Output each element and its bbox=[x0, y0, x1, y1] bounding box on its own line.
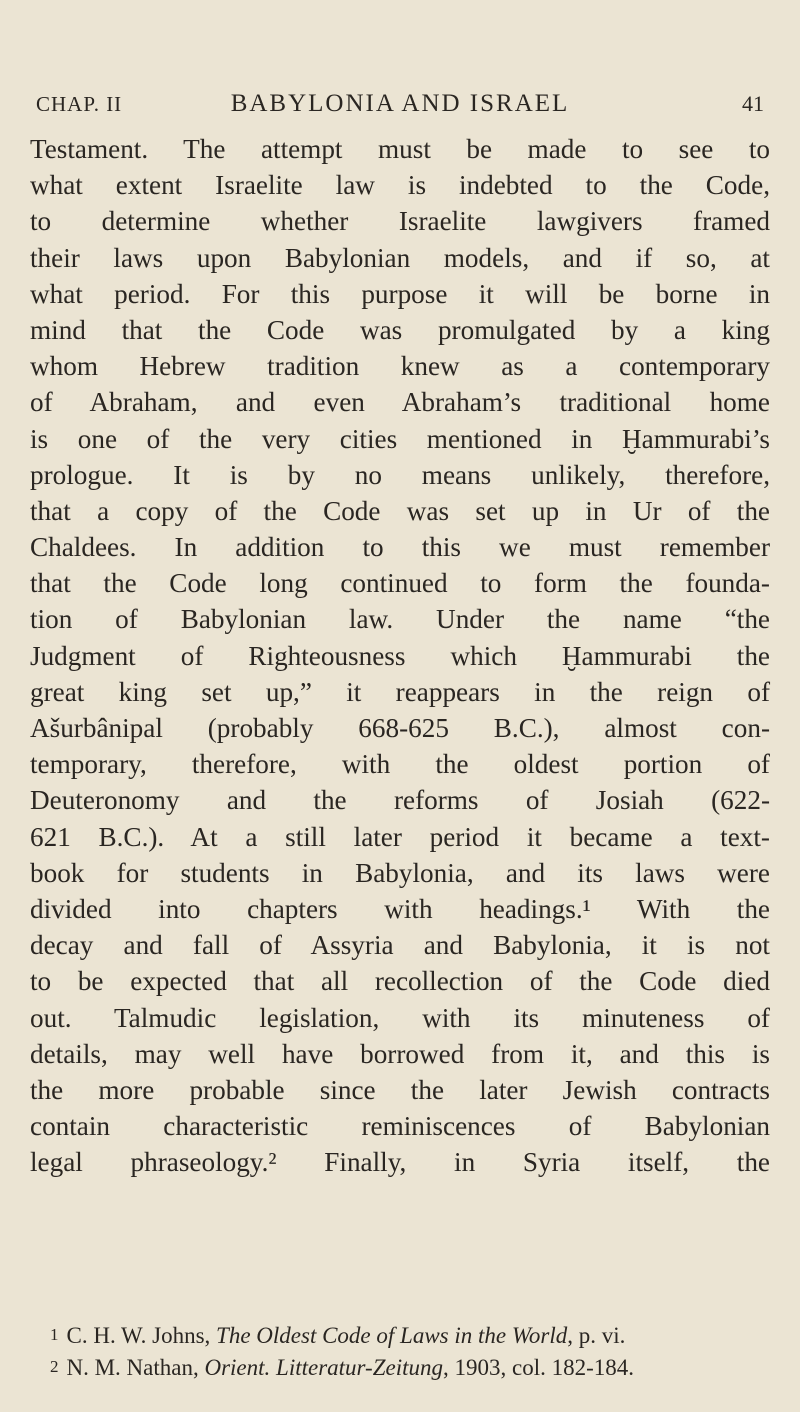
footnote-title: The Oldest Code of Laws in the World bbox=[216, 1323, 568, 1348]
text-line: Judgment of Righteousness which Ḫammurabi the bbox=[30, 640, 770, 671]
text-line: Deuteronomy and the reforms of Josiah (622- bbox=[30, 785, 770, 816]
text-line: prologue. It is by no means unlikely, therefore, bbox=[30, 459, 770, 490]
footnote-text: C. H. W. Johns, bbox=[66, 1323, 217, 1348]
text-line: great king set up,” it reappears in the reign of bbox=[30, 676, 770, 707]
text-line: 621 B.C.). At a still later period it became a text- bbox=[30, 821, 770, 852]
footnote bbox=[30, 1351, 770, 1383]
text-line: contain characteristic reminiscences of Babylonian bbox=[30, 1111, 770, 1142]
footnote-text: , 1903, col. 182-184. bbox=[442, 1355, 634, 1380]
footnote-number: 2 bbox=[50, 1357, 59, 1376]
text-line: the more probable since the later Jewish contracts bbox=[30, 1074, 770, 1105]
footnote-text: N. M. Nathan, bbox=[66, 1355, 205, 1380]
text-line: book for students in Babylonia, and its laws were bbox=[30, 857, 770, 888]
footnote-title: Orient. Litteratur-Zeitung bbox=[204, 1355, 443, 1380]
text-line: out. Talmudic legislation, with its minuteness of bbox=[30, 1002, 770, 1033]
text-line: of Abraham, and even Abraham’s traditional home bbox=[30, 387, 770, 418]
text-line: decay and fall of Assyria and Babylonia, it is not bbox=[30, 930, 770, 961]
footnote bbox=[30, 1319, 770, 1351]
text-line: their laws upon Babylonian models, and if so, at bbox=[30, 242, 770, 273]
text-line: temporary, therefore, with the oldest portion of bbox=[30, 749, 770, 780]
text-line: Testament. The attempt must be made to see to bbox=[30, 134, 770, 164]
text-line: mind that the Code was promulgated by a king bbox=[30, 314, 770, 345]
book-title: BABYLONIA AND ISRAEL bbox=[230, 90, 570, 117]
chapter-label: CHAP. II bbox=[36, 92, 123, 116]
text-line: that the Code long continued to form the founda- bbox=[30, 568, 770, 599]
text-line: Ašurbânipal (probably 668-625 B.C.), almost con- bbox=[30, 713, 770, 743]
text-line: tion of Babylonian law. Under the name “the bbox=[30, 604, 770, 635]
text-line: to determine whether Israelite lawgivers framed bbox=[30, 206, 770, 237]
text-line: details, may well have borrowed from it, and this is bbox=[30, 1038, 770, 1069]
text-line: what period. For this purpose it will be borne in bbox=[30, 278, 770, 309]
text-line: is one of the very cities mentioned in Ḫammurabi’s bbox=[30, 423, 770, 454]
footnote-number: 1 bbox=[50, 1325, 59, 1344]
text-line: whom Hebrew tradition knew as a contemporary bbox=[30, 351, 770, 382]
text-line: legal phraseology.² Finally, in Syria itself, the bbox=[30, 1147, 770, 1178]
running-head bbox=[30, 88, 770, 120]
text-line: divided into chapters with headings.¹ With the bbox=[30, 893, 770, 924]
text-line: that a copy of the Code was set up in Ur of the bbox=[30, 495, 770, 526]
text-line: Chaldees. In addition to this we must remember bbox=[30, 532, 770, 563]
footnotes bbox=[30, 1319, 770, 1383]
footnote-text: , p. vi. bbox=[567, 1323, 626, 1348]
page-number: 41 bbox=[742, 91, 764, 116]
text-line: what extent Israelite law is indebted to the Code, bbox=[30, 170, 770, 201]
body-text bbox=[30, 131, 770, 1180]
text-line: to be expected that all recollection of the Code died bbox=[30, 966, 770, 997]
